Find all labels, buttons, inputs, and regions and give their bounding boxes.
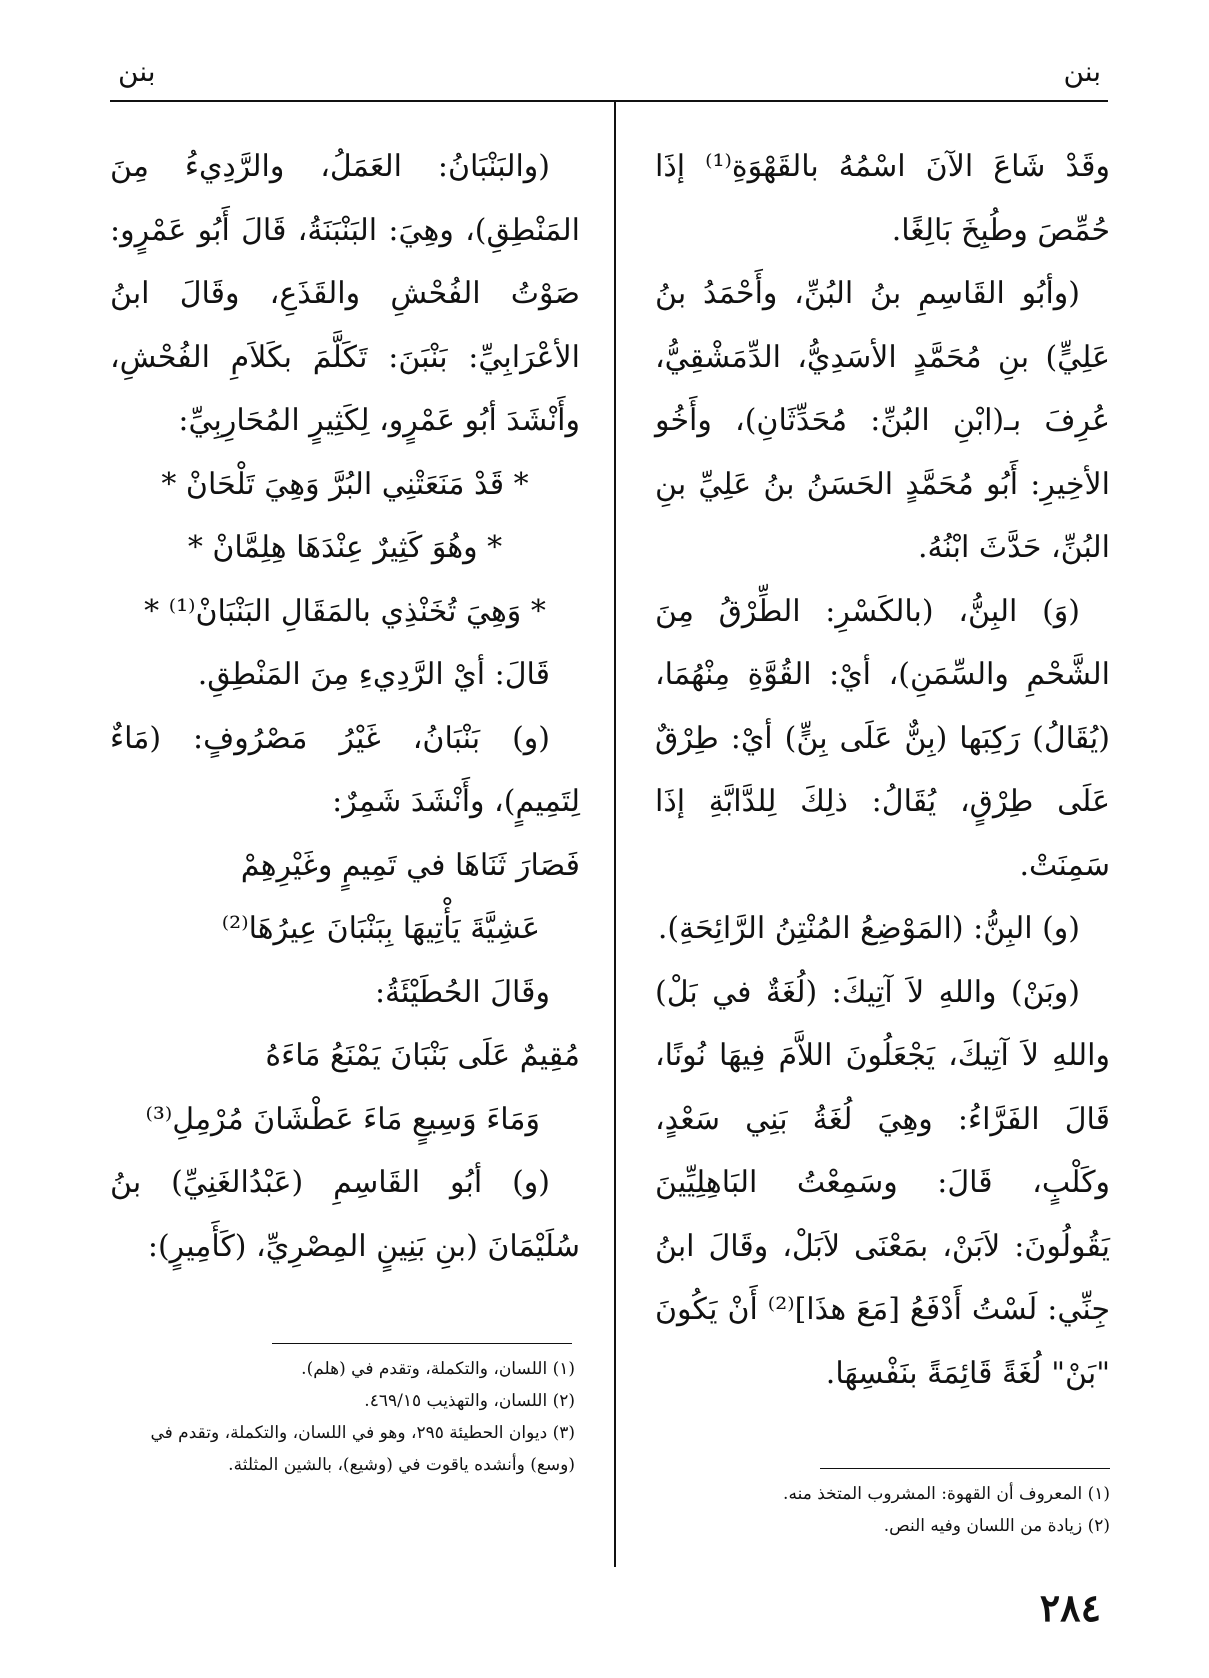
entry-paragraph: (و) بَنْبَانُ، غَيْرُ مَصْرُوفٍ: (مَاءٌ لِتَمِيمٍ)، وأَنْشَدَ شَمِرٌ:	[110, 720, 580, 819]
verse-line: * وهُوَ كَثِيرٌ عِنْدَهَا هِلِمَّانْ *	[187, 530, 503, 565]
footnotes-right	[700, 1478, 1110, 1542]
footnote-rule-right	[820, 1468, 1110, 1469]
running-header-left: بنن	[118, 55, 156, 88]
entry-paragraph: (والبَنْبَانُ: العَمَلُ، والرَّدِيءُ مِنَ المَنْطِقِ)، وهِيَ: البَنْبَنَةُ، قَالَ أَبُو عَمْرٍو: صَوْتُ الفُحْشِ والقَذَعِ، وقَالَ ابنُ الأعْرَابِيِّ: بَنْبَنَ: تَكَلَّمَ بكَلاَمِ الفُحْشِ، وأَنْشَدَ أبُو عَمْرٍو، لِكَثِيرٍ المُحَارِبِيِّ:	[110, 149, 580, 438]
entry-paragraph: (و) أبُو القَاسِمِ (عَبْدُالغَنِيِّ) بنُ سُلَيْمَانَ (بنِ بَنِينٍ المِصْرِيِّ، (كَأَمِيرٍ):	[110, 1165, 580, 1264]
entry-paragraph: وقَدْ شَاعَ الآنَ اسْمُهُ بالقَهْوَةِ⁽¹⁾ إذَا حُمِّصَ وطُبِخَ بَالِغًا.	[655, 149, 1111, 248]
footnote: (١) اللسان، والتكملة، وتقدم في (هلم).	[301, 1359, 575, 1379]
verse-line: * قَدْ مَنَعَتْنِي البُرَّ وَهِيَ تَلْحَانْ *	[161, 466, 529, 502]
column-divider	[614, 102, 616, 1567]
entry-paragraph: (وأبُو القَاسِمِ بنُ البُنِّ، وأَحْمَدُ بنُ عَلِيٍّ) بنِ مُحَمَّدٍ الأسَدِيُّ، الدِّمَشْقِيُّ، عُرِفَ بـ(ابْنِ البُنِّ: مُحَدِّثَانِ)، وأَخُو الأخِيرِ: أَبُو مُحَمَّدٍ الحَسَنُ بنُ عَلِيِّ بنِ البُنِّ، حَدَّثَ ابْنُهُ.	[655, 276, 1110, 565]
footnote: (٢) زيادة من اللسان وفيه النص.	[883, 1516, 1110, 1536]
footnote: (٣) ديوان الحطيئة ٢٩٥، وهو في اللسان، والتكملة، وتقدم في (وسع) وأنشده ياقوت في (وشيع)، بالشين المثلثة.	[150, 1423, 575, 1475]
left-column	[110, 135, 580, 1278]
running-header-right: بنن	[1063, 55, 1101, 88]
verse-line: * وَهِيَ تُخَنْذِي بالمَقَالِ البَنْبَانْ⁽¹⁾ *	[144, 593, 546, 629]
right-column	[655, 135, 1110, 1405]
header-rule	[110, 100, 1108, 102]
poem-line: مُقِيمٌ عَلَى بَنْبَانَ يَمْنَعُ مَاءَهُ	[265, 1038, 580, 1073]
footnote: (٢) اللسان، والتهذيب ٤٦٩/١٥.	[364, 1391, 575, 1411]
entry-paragraph: وقَالَ الحُطَيْئَةُ:	[374, 974, 550, 1010]
poem-line: فَصَارَ ثَنَاهَا في تَمِيمٍ وغَيْرِهِمْ	[240, 847, 580, 883]
footnotes-left	[110, 1353, 575, 1481]
entry-paragraph: (و) البِنُّ: (المَوْضِعُ المُنْتِنُ الرَّائِحَةِ).	[657, 911, 1080, 946]
entry-paragraph: قَالَ: أيْ الرَّدِيءِ مِنَ المَنْطِقِ.	[197, 657, 550, 692]
page-number: ٢٨٤	[1039, 1585, 1101, 1630]
footnote-rule-left	[272, 1343, 572, 1344]
poem-line: عَشِيَّةَ يَأْتِيهَا بِبَنْبَانَ عِيرُهَا⁽²⁾	[221, 911, 540, 946]
poem-line: وَمَاءَ وَسِيعٍ مَاءَ عَطْشَانَ مُرْمِلِ⁽³⁾	[145, 1101, 540, 1137]
footnote: (١) المعروف أن القهوة: المشروب المتخذ منه.	[783, 1484, 1110, 1504]
entry-paragraph: (وبَنْ) واللهِ لاَ آتِيكَ: (لُغَةٌ في بَلْ) واللهِ لاَ آتِيكَ، يَجْعَلُونَ اللاَّمَ فِيهَا نُونًا، قَالَ الفَرَّاءُ: وهِيَ لُغَةُ بَنِي سَعْدٍ، وكَلْبٍ، قَالَ: وسَمِعْتُ البَاهِلِيِّينَ يَقُولُونَ: لاَبَنْ، بمَعْنَى لاَبَلْ، وقَالَ ابنُ جِنِّي: لَسْتُ أَدْفَعُ [مَعَ هذَا]⁽²⁾ أَنْ يَكُونَ "بَنْ" لُغَةً قَائِمَةً بنَفْسِهَا.	[655, 974, 1110, 1391]
entry-paragraph: (وَ) البِنُّ، (بالكَسْرِ: الطِّرْقُ مِنَ الشَّحْمِ والسِّمَنِ)، أيْ: القُوَّةِ مِنْهُمَا، (يُقَالُ) رَكِبَها (بِنٌّ عَلَى بِنٍّ) أيْ: طِرْقٌ عَلَى طِرْقٍ، يُقَالُ: ذلِكَ لِلدَّابَّةِ إذَا سَمِنَتْ.	[655, 593, 1110, 883]
